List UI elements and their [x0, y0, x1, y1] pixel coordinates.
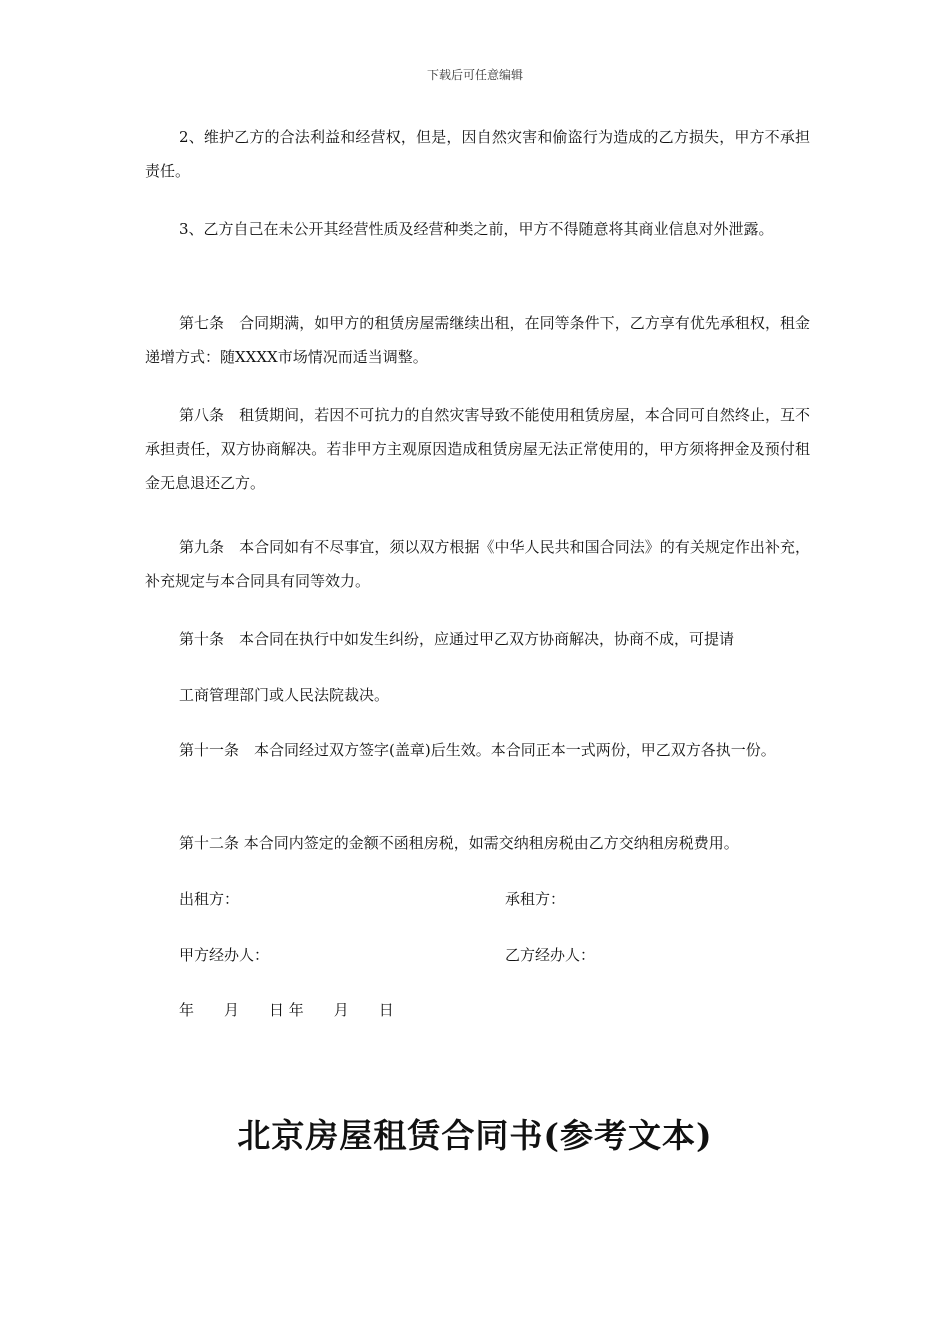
- clause-ten-continued: 工商管理部门或人民法院裁决。: [179, 686, 390, 704]
- clause-twelve: 第十二条 本合同内签定的金额不函租房税，如需交纳租房税由乙方交纳租房税费用。: [179, 834, 739, 852]
- party-b-agent-label: 乙方经办人：: [505, 946, 596, 964]
- clause-nine: 第九条 本合同如有不尽事宜，须以双方根据《中华人民共和国合同法》的有关规定作出补充，补充规定与本合同具有同等效力。: [145, 538, 810, 590]
- lessee-label: 承租方：: [505, 890, 566, 908]
- date-line: 年 月 日 年 月 日: [179, 1001, 394, 1019]
- clause-paragraph: 3、乙方自己在未公开其经营性质及经营种类之前，甲方不得随意将其商业信息对外泄露。: [179, 220, 774, 238]
- clause-ten: 第十条 本合同在执行中如发生纠纷，应通过甲乙双方协商解决，协商不成，可提请: [179, 630, 735, 648]
- lessor-label: 出租方：: [179, 890, 240, 908]
- clause-eight: 第八条 租赁期间，若因不可抗力的自然灾害导致不能使用租赁房屋，本合同可自然终止，互不承担责任，双方协商解决。若非甲方主观原因造成租赁房屋无法正常使用的，甲方须将押金及预付租金无息退还乙方。: [145, 406, 810, 492]
- clause-eleven: 第十一条 本合同经过双方签字(盖章)后生效。本合同正本一式两份，甲乙双方各执一份。: [179, 741, 776, 759]
- document-title: 北京房屋租赁合同书(参考文本): [237, 1116, 713, 1155]
- header-note: 下载后可任意编辑: [426, 68, 523, 82]
- party-a-agent-label: 甲方经办人：: [179, 946, 270, 964]
- clause-paragraph: 2、维护乙方的合法利益和经营权，但是，因自然灾害和偷盗行为造成的乙方损失，甲方不承担责任。: [145, 128, 810, 180]
- clause-seven: 第七条 合同期满，如甲方的租赁房屋需继续出租，在同等条件下，乙方享有优先承租权，租金递增方式：随XXXX市场情况而适当调整。: [145, 314, 810, 366]
